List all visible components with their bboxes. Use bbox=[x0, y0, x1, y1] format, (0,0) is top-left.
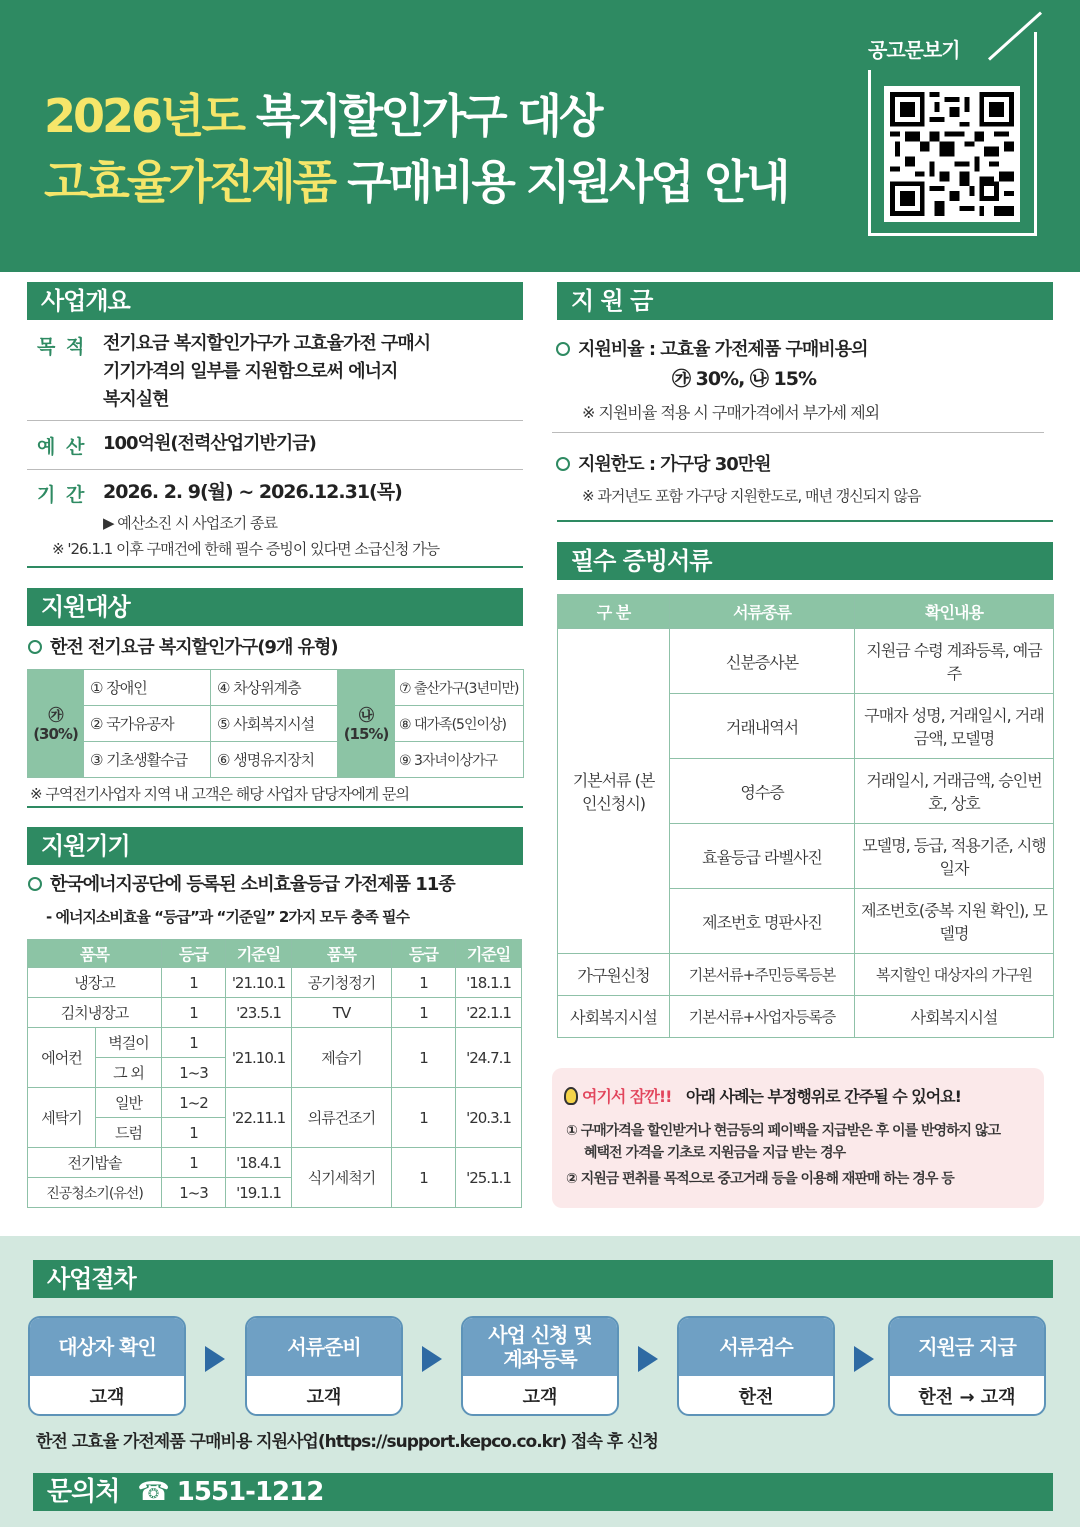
period-label: 기 간 bbox=[37, 484, 87, 506]
qr-code[interactable] bbox=[884, 86, 1020, 222]
table-row: 가구원신청 기본서류+주민등록등본 복지할인 대상자의 가구원 bbox=[558, 954, 1054, 996]
table-row: 제조번호 명판사진 제조번호(중복 지원 확인), 모델명 bbox=[558, 889, 1054, 954]
lightbulb-icon bbox=[564, 1087, 578, 1105]
support-limit-title: 지원한도 : 가구당 30만원 bbox=[556, 451, 771, 479]
divider bbox=[27, 420, 523, 421]
col-header: 구 분 bbox=[558, 595, 670, 629]
arrow-right-icon bbox=[205, 1346, 225, 1372]
process-step-documents: 서류준비 고객 bbox=[245, 1316, 403, 1416]
target-heading: 지원대상 bbox=[27, 588, 523, 626]
process-heading: 사업절차 bbox=[33, 1260, 1053, 1298]
col-header: 기준일 bbox=[456, 940, 522, 968]
table-row: 거래내역서 구매자 성명, 거래일시, 거래금액, 모델명 bbox=[558, 694, 1054, 759]
col-header: 품목 bbox=[292, 940, 392, 968]
target-item: ⑨ 3자녀이상가구 bbox=[395, 742, 524, 778]
process-step-payment: 지원금 지급 한전 → 고객 bbox=[888, 1316, 1046, 1416]
process-note: 한전 고효율 가전제품 구매비용 지원사업(https://support.kepco.co.kr) 접속 후 신청 bbox=[36, 1432, 658, 1452]
arrow-right-icon bbox=[854, 1346, 874, 1372]
caution-box bbox=[552, 1068, 1044, 1208]
table-row: 드럼 1 bbox=[28, 1118, 522, 1148]
arrow-right-icon bbox=[422, 1346, 442, 1372]
target-intro: 한전 전기요금 복지할인가구(9개 유형) bbox=[28, 634, 338, 662]
target-item: ⑦ 출산가구(3년미만) bbox=[395, 670, 524, 706]
divider bbox=[27, 806, 523, 808]
target-item: ④ 차상위계층 bbox=[211, 670, 338, 706]
group-b-cell: ㉯ (15%) bbox=[338, 670, 395, 778]
divider bbox=[552, 432, 1044, 433]
support-rate-title: 지원비율 : 고효율 가전제품 구매비용의 bbox=[556, 336, 867, 364]
col-header: 등급 bbox=[162, 940, 226, 968]
page-title-line1: 2026년도 복지할인가구 대상 bbox=[44, 89, 601, 143]
contact-bar: 문의처 ☎ 1551-1212 bbox=[33, 1473, 1053, 1511]
period-text: 2026. 2. 9(월) ~ 2026.12.31(목) bbox=[103, 481, 402, 503]
check-circle-icon bbox=[556, 342, 570, 356]
budget-text: 100억원(전력산업기반기금) bbox=[103, 433, 316, 454]
support-rate-values: ㉮ 30%, ㉯ 15% bbox=[672, 368, 817, 390]
target-table bbox=[27, 669, 524, 778]
purpose-text: 전기요금 복지할인가구가 고효율가전 구매시 기기가격의 일부를 지원함으로써 에너지 복지실현 bbox=[103, 333, 431, 410]
target-item: ③ 기초생활수급 bbox=[84, 742, 211, 778]
divider bbox=[557, 520, 1053, 522]
contact-phone[interactable]: ☎ 1551-1212 bbox=[137, 1477, 324, 1507]
caution-items: ① 구매가격을 할인받거나 현금등의 페이백을 지급받은 후 이를 반영하지 않고 혜택전 가격을 기초로 지원금을 지급 받는 경우 ② 지원금 편취를 목적으로 중고거래 등을 이용해 재판매 하는 경우 등 bbox=[566, 1123, 1000, 1187]
process-step-target-check: 대상자 확인 고객 bbox=[28, 1316, 186, 1416]
target-item: ⑧ 대가족(5인이상) bbox=[395, 706, 524, 742]
col-header: 서류종류 bbox=[670, 595, 855, 629]
process-step-apply: 사업 신청 및 계좌등록 고객 bbox=[461, 1316, 619, 1416]
col-header: 기준일 bbox=[226, 940, 292, 968]
target-item: ⑥ 생명유지장치 bbox=[211, 742, 338, 778]
arrow-right-icon bbox=[638, 1346, 658, 1372]
check-circle-icon bbox=[556, 457, 570, 471]
table-row: 그 외 1~3 bbox=[28, 1058, 522, 1088]
table-row: 세탁기 일반 1~2 '22.11.1 의류건조기 1 '20.3.1 bbox=[28, 1088, 522, 1118]
divider bbox=[27, 469, 523, 470]
col-header: 확인내용 bbox=[855, 595, 1054, 629]
devices-heading: 지원기기 bbox=[27, 827, 523, 865]
table-row: 사회복지시설 기본서류+사업자등록증 사회복지시설 bbox=[558, 996, 1054, 1038]
qr-code-icon bbox=[890, 92, 1014, 216]
overview-heading: 사업개요 bbox=[27, 282, 523, 320]
budget-label: 예 산 bbox=[37, 436, 87, 458]
table-row: 영수증 거래일시, 거래금액, 승인번호, 상호 bbox=[558, 759, 1054, 824]
target-item: ② 국가유공자 bbox=[84, 706, 211, 742]
table-row: 기본서류 (본인신청시) 신분증사본 지원금 수령 계좌등록, 예금주 bbox=[558, 629, 1054, 694]
target-item: ① 장애인 bbox=[84, 670, 211, 706]
period-note-retroactive: ※ '26.1.1 이후 구매건에 한해 필수 증빙이 있다면 소급신청 가능 bbox=[52, 540, 440, 558]
table-row: 냉장고 1 '21.10.1 공기청정기 1 '18.1.1 bbox=[28, 968, 522, 998]
devices-intro: 한국에너지공단에 등록된 소비효율등급 가전제품 11종 bbox=[28, 871, 455, 899]
devices-table bbox=[27, 939, 522, 1208]
docs-heading: 필수 증빙서류 bbox=[557, 542, 1053, 580]
group-a-cell: ㉮ (30%) bbox=[28, 670, 84, 778]
support-heading: 지 원 금 bbox=[557, 282, 1053, 320]
target-note: ※ 구역전기사업자 지역 내 고객은 해당 사업자 담당자에게 문의 bbox=[30, 785, 409, 803]
support-rate-note: ※ 지원비율 적용 시 구매가격에서 부가세 제외 bbox=[582, 403, 880, 422]
table-row: 에어컨 벽걸이 1 '21.10.1 제습기 1 '24.7.1 bbox=[28, 1028, 522, 1058]
page-title-line2: 고효율가전제품 구매비용 지원사업 안내 bbox=[44, 155, 788, 209]
check-circle-icon bbox=[28, 640, 42, 654]
col-header: 등급 bbox=[392, 940, 456, 968]
support-limit-note: ※ 과거년도 포함 가구당 지원한도로, 매년 갱신되지 않음 bbox=[582, 487, 921, 505]
process-step-review: 서류검수 한전 bbox=[677, 1316, 835, 1416]
table-row: 효율등급 라벨사진 모델명, 등급, 적용기준, 시행일자 bbox=[558, 824, 1054, 889]
devices-sub: - 에너지소비효율 “등급”과 “기준일” 2가지 모두 충족 필수 bbox=[46, 908, 409, 926]
table-row: 김치냉장고 1 '23.5.1 TV 1 '22.1.1 bbox=[28, 998, 522, 1028]
check-circle-icon bbox=[28, 877, 42, 891]
caution-title-row: 여기서 잠깐!! 아래 사례는 부정행위로 간주될 수 있어요! bbox=[564, 1084, 961, 1107]
period-note-early-end: ▶ 예산소진 시 사업조기 종료 bbox=[103, 514, 277, 532]
purpose-label: 목 적 bbox=[37, 336, 87, 358]
divider bbox=[27, 566, 523, 568]
col-header: 품목 bbox=[28, 940, 162, 968]
table-row: 전기밥솥 1 '18.4.1 식기세척기 1 '25.1.1 bbox=[28, 1148, 522, 1178]
qr-label: 공고문보기 bbox=[868, 38, 960, 62]
table-row: 진공청소기(유선) 1~3 '19.1.1 bbox=[28, 1178, 522, 1208]
basic-docs-cell: 기본서류 (본인신청시) bbox=[558, 629, 670, 954]
docs-table bbox=[557, 594, 1054, 1038]
target-item: ⑤ 사회복지시설 bbox=[211, 706, 338, 742]
